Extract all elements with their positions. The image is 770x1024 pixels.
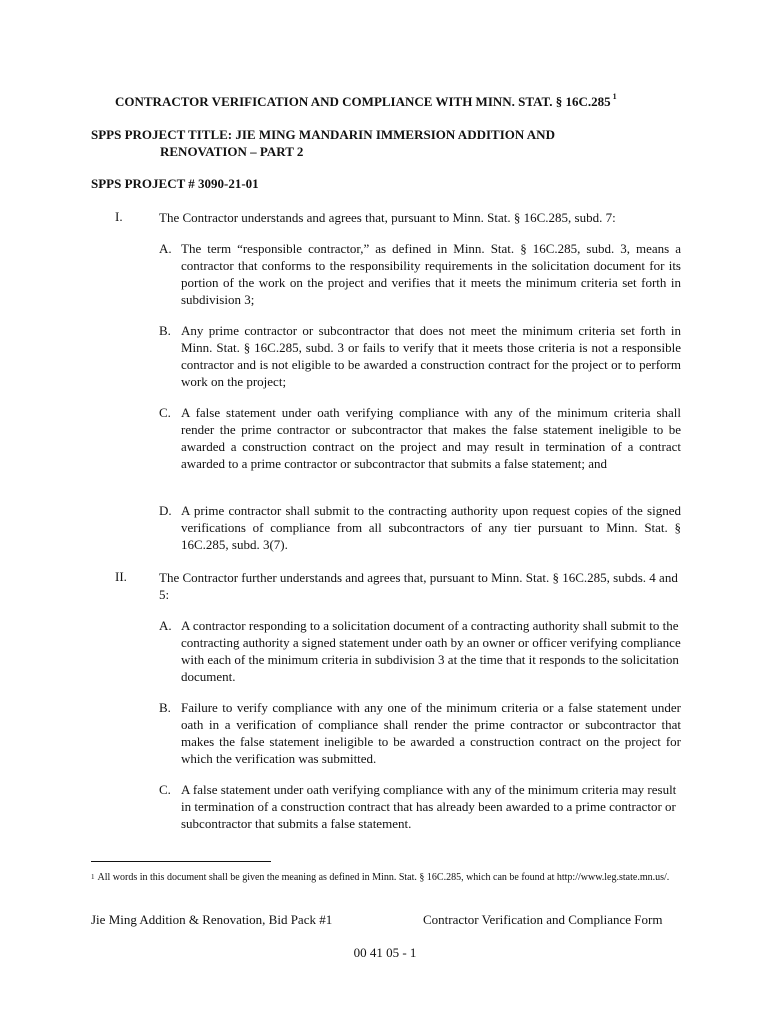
list-item: [159, 617, 681, 685]
footnote-text: All words in this document shall be given the meaning as defined in Minn. Stat. § 16C.285, which can be found at http://www.leg.state.mn.us/.: [97, 872, 670, 883]
list-item: [159, 404, 681, 472]
section-intro: The Contractor understands and agrees that, pursuant to Minn. Stat. § 16C.285, subd. 7:: [159, 210, 616, 225]
item-letter: A.: [159, 241, 172, 256]
project-title: [91, 126, 651, 160]
item-letter: C.: [159, 782, 171, 797]
item-text: A false statement under oath verifying compliance with any of the minimum criteria shall render the prime contractor or subcontractor that makes the false statement ineligible to be awarded a construction contract on the project and may result in termination of a contract awarded to a prime contractor or subcontractor that submits a false statement; and: [181, 405, 681, 471]
page-number: 00 41 05 - 1: [353, 945, 417, 960]
footnote: [91, 870, 691, 885]
project-title-line2: RENOVATION – PART 2: [160, 144, 304, 159]
footnote-ref: 1: [612, 92, 617, 101]
item-letter: B.: [159, 323, 171, 338]
item-text: A false statement under oath verifying compliance with any of the minimum criteria may result in termination of a construction contract that has already been awarded to a prime contractor or subcontractor that submits a false statement.: [181, 782, 677, 831]
list-item: [159, 699, 681, 767]
item-letter: C.: [159, 405, 171, 420]
list-item: [159, 502, 681, 553]
item-text: A contractor responding to a solicitation document of a contracting authority shall submit to the contracting authority a signed statement under oath by an owner or officer verifying compliance with each of the minimum criteria in subdivision 3 at the time that it responds to the solicitation document.: [181, 618, 681, 684]
item-letter: D.: [159, 503, 172, 518]
section-numeral: I.: [115, 209, 123, 224]
list-item: [159, 322, 681, 390]
footnote-marker: 1: [91, 873, 95, 881]
footer-form-name: Contractor Verification and Compliance Form: [423, 912, 663, 927]
item-text: Any prime contractor or subcontractor that does not meet the minimum criteria set forth in Minn. Stat. § 16C.285, subd. 3 or fails to verify that it meets those criteria is not a responsible contractor and is not eligible to be awarded a construction contract for the project or to perform work on the project;: [181, 323, 681, 389]
project-title-line1: SPPS PROJECT TITLE: JIE MING MANDARIN IMMERSION ADDITION AND: [91, 127, 555, 142]
item-letter: B.: [159, 700, 171, 715]
item-text: Failure to verify compliance with any one of the minimum criteria or a false statement under oath in a verification of compliance shall render the prime contractor or subcontractor that makes the false statement ineligible to be awarded a construction contract on the project for which the verification was submitted.: [181, 700, 681, 766]
footer-project: Jie Ming Addition & Renovation, Bid Pack #1: [91, 912, 333, 927]
list-item: [159, 781, 681, 832]
section-intro: The Contractor further understands and agrees that, pursuant to Minn. Stat. § 16C.285, subds. 4 and 5:: [159, 570, 678, 602]
item-text: A prime contractor shall submit to the contracting authority upon request copies of the signed verifications of compliance from all subcontractors of any tier pursuant to Minn. Stat. § 16C.285, subd. 3(7).: [181, 503, 681, 552]
list-item: [159, 240, 681, 308]
item-letter: A.: [159, 618, 172, 633]
item-text: The term “responsible contractor,” as defined in Minn. Stat. § 16C.285, subd. 3, means a contractor that conforms to the responsibility requirements in the solicitation document for its portion of the work on the project and verifies that it meets the minimum criteria set forth in subdivision 3;: [181, 241, 681, 307]
footnote-divider: [91, 861, 271, 862]
document-title: CONTRACTOR VERIFICATION AND COMPLIANCE WITH MINN. STAT. § 16C.285 $^1$: [115, 92, 617, 109]
project-number: SPPS PROJECT # 3090-21-01: [91, 176, 259, 191]
section-numeral: II.: [115, 569, 127, 584]
